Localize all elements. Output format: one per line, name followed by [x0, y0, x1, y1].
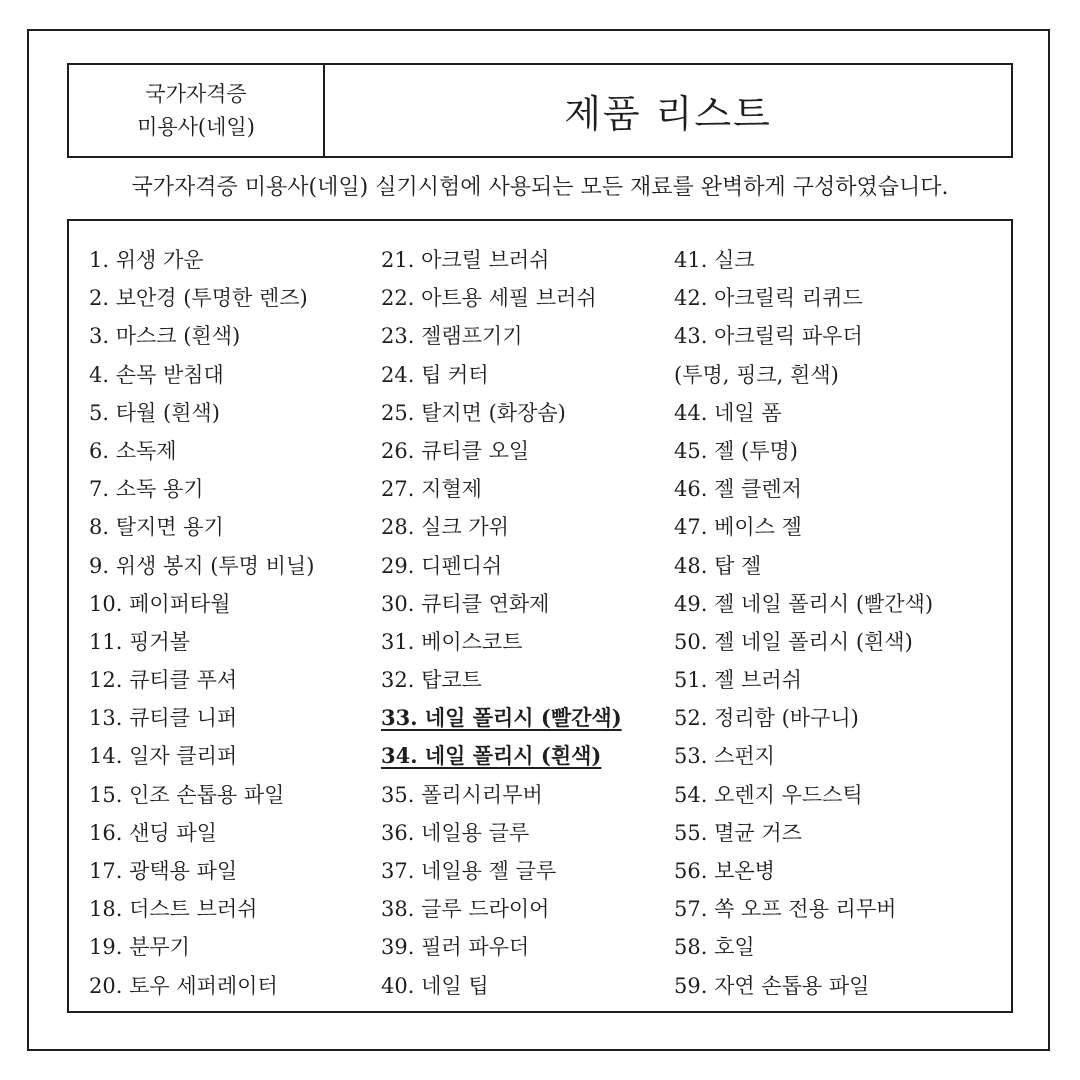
product-list-item: 34. 네일 폴리시 (흰색) [381, 743, 602, 769]
product-list-item: 29. 디펜디쉬 [381, 553, 503, 578]
product-list-item: 32. 탑코트 [381, 668, 482, 693]
product-column-2 [381, 241, 622, 1005]
product-list-item: 53. 스펀지 [674, 744, 775, 769]
product-list-item: 47. 베이스 젤 [674, 515, 802, 540]
product-list-item: 3. 마스크 (흰색) [89, 324, 241, 349]
product-list-item: 5. 타월 (흰색) [89, 400, 220, 425]
product-list-item: 30. 큐티클 연화제 [381, 591, 550, 616]
product-list-item: 48. 탑 젤 [674, 553, 762, 578]
product-list-item: 46. 젤 클렌저 [674, 477, 802, 502]
product-list-item: 54. 오렌지 우드스틱 [674, 782, 863, 807]
product-list-item: 9. 위생 봉지 (투명 비닐) [89, 553, 315, 578]
product-list-item: 27. 지혈제 [381, 477, 482, 502]
product-list-item: 40. 네일 팁 [381, 973, 489, 998]
product-list-item: 25. 탈지면 (화장솜) [381, 400, 566, 425]
product-list-item: 11. 핑거볼 [89, 629, 190, 654]
product-list-item: 55. 멸균 거즈 [674, 820, 802, 845]
product-list-item: 15. 인조 손톱용 파일 [89, 782, 285, 807]
product-list-item: 50. 젤 네일 폴리시 (흰색) [674, 629, 913, 654]
product-list-item: 10. 페이퍼타월 [89, 591, 231, 616]
product-list [67, 219, 1013, 1013]
product-column-1 [89, 241, 314, 1005]
product-list-item: 8. 탈지면 용기 [89, 515, 224, 540]
product-list-item: 19. 분무기 [89, 935, 190, 960]
product-list-item: 38. 글루 드라이어 [381, 897, 550, 922]
product-list-item: 22. 아트용 세필 브러쉬 [381, 286, 597, 311]
product-list-item: 57. 쏙 오프 전용 리무버 [674, 897, 897, 922]
product-list-item: 20. 토우 세퍼레이터 [89, 973, 278, 998]
product-list-item: 56. 보온병 [674, 859, 775, 883]
product-list-item: 21. 아크릴 브러쉬 [381, 248, 550, 272]
product-list-item: 42. 아크릴릭 리퀴드 [674, 286, 863, 311]
product-list-item: 39. 필러 파우더 [381, 935, 530, 960]
certificate-line-1: 국가자격증 [145, 81, 247, 106]
product-list-item: 6. 소독제 [89, 438, 177, 463]
page-title: 제품 리스트 [564, 92, 772, 136]
product-list-item: 59. 자연 손톱용 파일 [674, 973, 870, 998]
product-list-item: 28. 실크 가위 [381, 515, 509, 540]
product-list-item: 24. 팁 커터 [381, 362, 489, 387]
product-list-item: 45. 젤 (투명) [674, 438, 798, 463]
product-list-item: 17. 광택용 파일 [89, 859, 238, 883]
product-list-item: 41. 실크 [674, 248, 755, 272]
product-list-item: 36. 네일용 글루 [381, 820, 530, 845]
certificate-line-2: 미용사(네일) [137, 114, 255, 139]
product-list-item: 31. 베이스코트 [381, 629, 523, 654]
product-list-item: 2. 보안경 (투명한 렌즈) [89, 286, 308, 311]
product-list-item: 52. 정리함 (바구니) [674, 706, 859, 731]
product-list-item: 58. 호일 [674, 935, 755, 960]
product-list-item: 44. 네일 폼 [674, 400, 782, 425]
product-list-item: 51. 젤 브러쉬 [674, 668, 802, 693]
product-list-item: 16. 샌딩 파일 [89, 820, 217, 845]
product-list-item: 35. 폴리시리무버 [381, 782, 543, 807]
product-list-item: (투명, 핑크, 흰색) [674, 362, 839, 387]
product-list-item: 23. 젤램프기기 [381, 324, 523, 349]
product-list-item: 4. 손목 받침대 [89, 362, 224, 387]
product-list-item: 43. 아크릴릭 파우더 [674, 324, 863, 349]
product-list-item: 33. 네일 폴리시 (빨간색) [381, 705, 622, 731]
product-list-item: 12. 큐티클 푸셔 [89, 668, 238, 693]
product-list-item: 49. 젤 네일 폴리시 (빨간색) [674, 591, 934, 616]
header-table [67, 63, 1013, 158]
description: 국가자격증 미용사(네일) 실기시험에 사용되는 모든 재료를 완벽하게 구성하였습니다. [131, 175, 949, 200]
product-list-item: 14. 일자 클리퍼 [89, 744, 238, 769]
certificate-cell [69, 65, 325, 156]
product-list-item: 7. 소독 용기 [89, 477, 204, 502]
product-list-item: 37. 네일용 젤 글루 [381, 859, 557, 883]
product-list-item: 13. 큐티클 니퍼 [89, 706, 238, 731]
product-list-item: 18. 더스트 브러쉬 [89, 897, 258, 922]
product-list-item: 26. 큐티클 오일 [381, 438, 530, 463]
product-column-3 [674, 241, 933, 1005]
product-list-item: 1. 위생 가운 [89, 248, 204, 272]
